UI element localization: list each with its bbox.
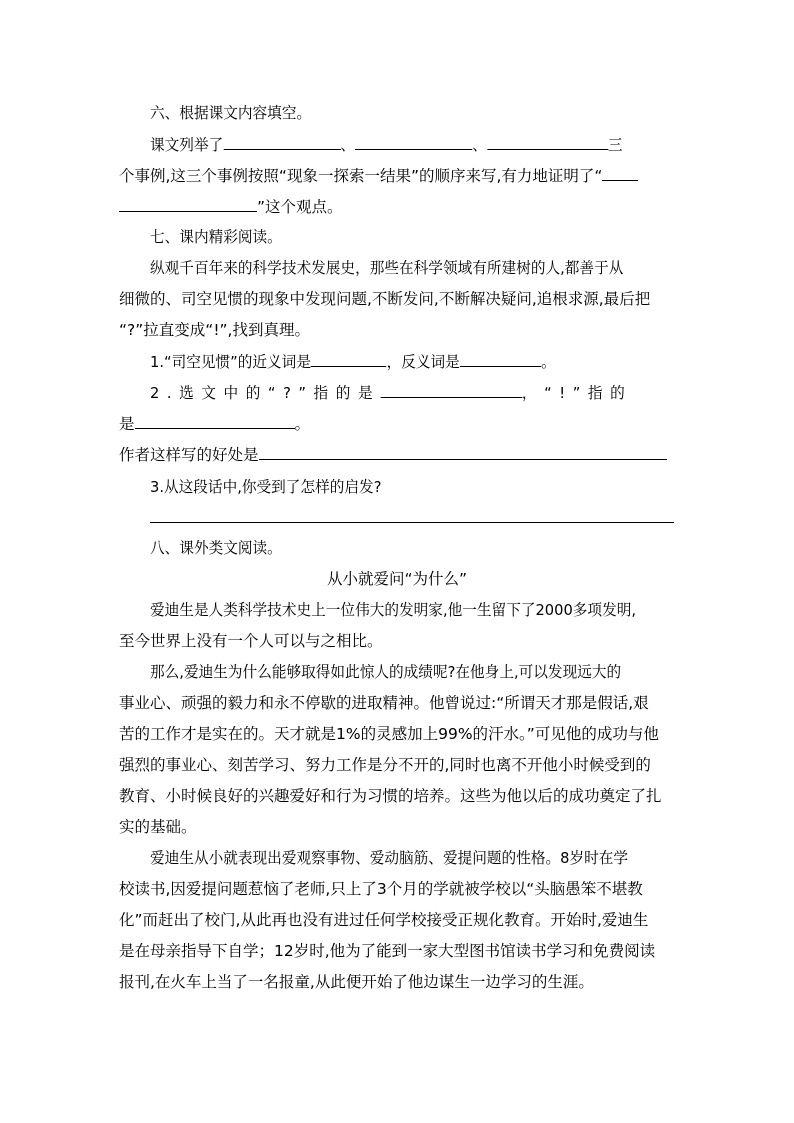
section6-line2-text: 个事例,这三个事例按照“现象一探索一结果”的顺序来写,有力地证明了“ xyxy=(119,167,603,185)
question-3: 3.从这段话中,你受到了怎样的启发? xyxy=(150,478,382,496)
section6-line3 xyxy=(119,196,679,217)
section6-line2 xyxy=(119,165,679,186)
article-title: 从小就爱问“为什么” xyxy=(326,570,468,588)
question-2-text: 2.选文中的“?”指的是 xyxy=(150,384,381,402)
answer-blank[interactable] xyxy=(259,444,667,460)
article-line: 爱迪生是人类科学技术史上一位伟大的发明家,他一生留下了2000多项发明, xyxy=(150,601,637,619)
separator: 、 xyxy=(340,136,356,154)
question-2-cont xyxy=(119,413,679,434)
answer-blank[interactable] xyxy=(355,134,472,150)
question-2-text: 是 xyxy=(119,415,135,433)
question-1-text: 1.“司空见惯”的近义词是 xyxy=(150,353,311,371)
article-line: 报刊,在火车上当了一名报童,从此便开始了他边谋生一边学习的生涯。 xyxy=(119,973,594,991)
passage-line: 纵观千百年来的科学技术发展史，那些在科学领域有所建树的人,都善于从 xyxy=(150,259,624,277)
answer-line[interactable] xyxy=(150,522,674,523)
article-line: 苦的工作才是实在的。天才就是1%的灵感加上99%的汗水。”可见他的成功与他 xyxy=(119,725,659,743)
answer-blank[interactable] xyxy=(487,134,608,150)
question-2 xyxy=(150,382,679,403)
article-line: 爱迪生从小就表现出爱观察事物、爱动脑筋、爱提问题的性格。8岁时在学 xyxy=(150,849,629,867)
answer-blank[interactable] xyxy=(460,351,541,367)
question-2-text: 作者这样写的好处是 xyxy=(119,446,259,464)
article-line: 那么,爱迪生为什么能够取得如此惊人的成绩呢?在他身上,可以发现远大的 xyxy=(150,663,622,681)
section6-line1 xyxy=(150,134,679,155)
section6-heading: 六、根据课文内容填空。 xyxy=(150,104,312,122)
article-line: 化”而赶出了校门,从此再也没有进过任何学校接受正规化教育。开始时,爱迪生 xyxy=(119,911,649,929)
article-line: 校读书,因爱提问题惹恼了老师,只上了3个月的学就被学校以“头脑愚笨不堪教 xyxy=(119,880,643,898)
separator: 、 xyxy=(472,136,487,154)
article-line: 实的基础。 xyxy=(119,818,197,836)
question-2-text: 。 xyxy=(294,415,311,433)
question-1-text: 。 xyxy=(541,353,556,371)
question-2-benefit xyxy=(119,444,679,465)
section6-line3-suffix: ”这个观点。 xyxy=(257,198,343,216)
section6-line1-prefix: 课文列举了 xyxy=(150,136,224,154)
article-line: 教育、小时候良好的兴趣爱好和行为习惯的培养。这些为他以后的成功奠定了扎 xyxy=(119,787,662,805)
section6-line1-suffix: 三 xyxy=(607,136,623,154)
question-2-text: ，“!”指的 xyxy=(521,384,633,402)
article-line: 强烈的事业心、刻苦学习、努力工作是分不开的,同时也离不开他小时候受到的 xyxy=(119,756,651,774)
article-line: 是在母亲指导下自学；12岁时,他为了能到一家大型图书馆读书学习和免费阅读 xyxy=(119,942,656,960)
answer-blank[interactable] xyxy=(380,382,522,398)
article-line: 至今世界上没有一个人可以与之相比。 xyxy=(119,632,383,650)
section8-heading: 八、课外类文阅读。 xyxy=(150,539,282,557)
passage-line: “?”拉直变成“!”,找到真理。 xyxy=(119,321,310,339)
answer-blank[interactable] xyxy=(135,413,295,429)
question-1 xyxy=(150,351,679,372)
answer-blank[interactable] xyxy=(311,351,387,367)
answer-blank[interactable] xyxy=(602,165,638,181)
section7-heading: 七、课内精彩阅读。 xyxy=(150,228,282,246)
answer-blank[interactable] xyxy=(119,196,257,212)
question-1-text: ，反义词是 xyxy=(386,353,460,371)
answer-blank[interactable] xyxy=(223,134,340,150)
passage-line: 细微的、司空见惯的现象中发现问题,不断发问,不断解决疑问,追根求源,最后把 xyxy=(119,290,651,308)
article-line: 事业心、顽强的毅力和永不停歇的进取精神。他曾说过:“所谓天才那是假话,艰 xyxy=(119,694,649,712)
